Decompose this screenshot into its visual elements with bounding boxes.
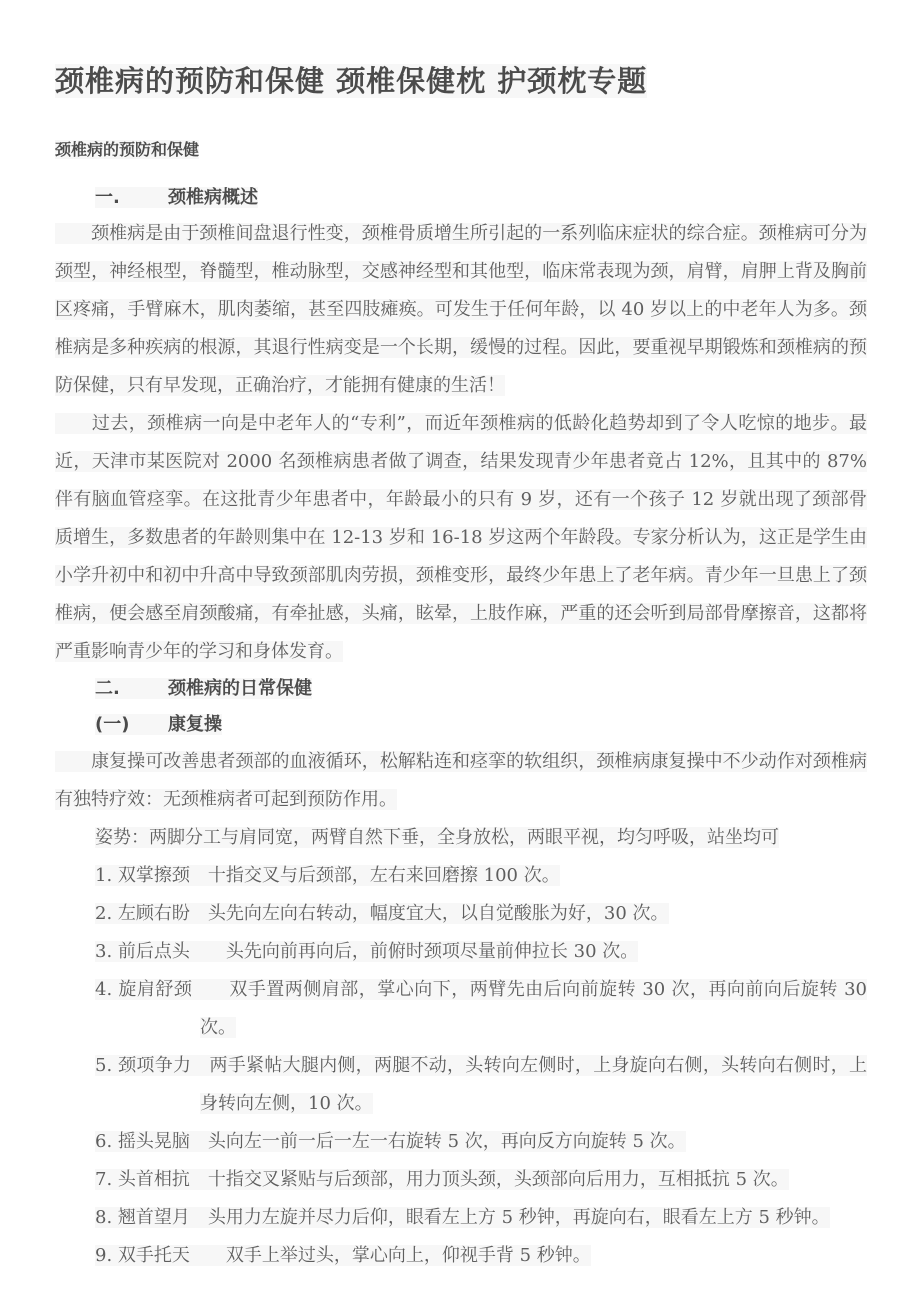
section1-number: 一. (95, 187, 120, 208)
page-title (55, 55, 867, 107)
section2-sub-number: (一) (95, 714, 130, 735)
rehab-intro-paragraph: 康复操可改善患者颈部的血液循环，松解粘连和痉挛的软组织，颈椎病康复操中不少动作对颈椎病有独特疗效：无颈椎病者可起到预防作用。 (55, 751, 867, 810)
exercise-item-3: 3. 前后点头 头先向前再向后，前俯时颈项尽量前伸拉长 30 次。 (95, 941, 639, 962)
section2-heading (55, 671, 867, 707)
section2-heading-text: 颈椎病的日常保健 (168, 678, 312, 699)
section2-subheading-text: 康复操 (168, 714, 222, 735)
section1-paragraph-1: 颈椎病是由于颈椎间盘退行性变，颈椎骨质增生所引起的一系列临床症状的综合症。颈椎病可分为颈型，神经根型，脊髓型，椎动脉型，交感神经型和其他型，临床常表现为颈，肩臂，肩胛上背及胸前区疼痛，手臂麻木，肌肉萎缩，甚至四肢瘫痪。可发生于任何年龄，以 40 岁以上的中老年人为多。颈椎病是多种疾病的根源，其退行性病变是一个长期，缓慢的过程。因此，要重视早期锻炼和颈椎病的预防保健，只有早发现，正确治疗，才能拥有健康的生活！ (55, 223, 867, 396)
page-subtitle (55, 137, 867, 163)
posture-instruction: 姿势：两脚分工与肩同宽，两臂自然下垂，全身放松，两眼平视，均匀呼吸，站坐均可 (95, 827, 779, 848)
section2-subheading (55, 707, 867, 743)
section1-paragraph-2: 过去，颈椎病一向是中老年人的“专利”，而近年颈椎病的低龄化趋势却到了令人吃惊的地步。最近，天津市某医院对 2000 名颈椎病患者做了调查，结果发现青少年患者竟占 12%，且其中的 87%伴有脑血管痉挛。在这批青少年患者中，年龄最小的只有 9 岁，还有一个孩子 12 岁就出现了颈部骨质增生，多数患者的年龄则集中在 12-13 岁和 16-18 岁这两个年龄段。专家分析认为，这正是学生由小学升初中和初中升高中导致颈部肌肉劳损，颈椎变形，最终少年患上了老年病。青少年一旦患上了颈椎病，便会感至肩颈酸痛，有牵扯感，头痛，眩晕，上肢作麻，严重的还会听到局部骨摩擦音，这都将严重影响青少年的学习和身体发育。 (55, 413, 867, 662)
exercise-item-8: 8. 翘首望月 头用力左旋并尽力后仰，眼看左上方 5 秒钟，再旋向右，眼看左上方 5 秒钟。 (95, 1207, 830, 1228)
section1-heading (55, 181, 867, 215)
section2-number: 二. (95, 678, 120, 699)
exercise-item-7: 7. 头首相抗 十指交叉紧贴与后颈部，用力顶头颈，头颈部向后用力，互相抵抗 5 次。 (95, 1169, 789, 1190)
exercise-item-6: 6. 摇头晃脑 头向左一前一后一左一右旋转 5 次，再向反方向旋转 5 次。 (95, 1131, 686, 1152)
exercise-item-1: 1. 双掌擦颈 十指交叉与后颈部，左右来回磨擦 100 次。 (95, 865, 560, 886)
exercise-item-2: 2. 左顾右盼 头先向左向右转动，幅度宜大，以自觉酸胀为好，30 次。 (95, 903, 669, 924)
exercise-item-5: 5. 颈项争力 两手紧帖大腿内侧，两腿不动，头转向左侧时，上身旋向右侧，头转向右侧时，上身转向左侧，10 次。 (95, 1055, 867, 1114)
page-subtitle-text: 颈椎病的预防和保健 (55, 140, 200, 159)
exercise-item-4: 4. 旋肩舒颈 双手置两侧肩部，掌心向下，两臂先由后向前旋转 30 次，再向前向后旋转 30 次。 (95, 979, 867, 1038)
page-title-text: 颈椎病的预防和保健 颈椎保健枕 护颈枕专题 (55, 64, 648, 98)
exercise-item-9: 9. 双手托天 双手上举过头，掌心向上，仰视手背 5 秒钟。 (95, 1245, 591, 1266)
section1-heading-text: 颈椎病概述 (168, 187, 258, 208)
